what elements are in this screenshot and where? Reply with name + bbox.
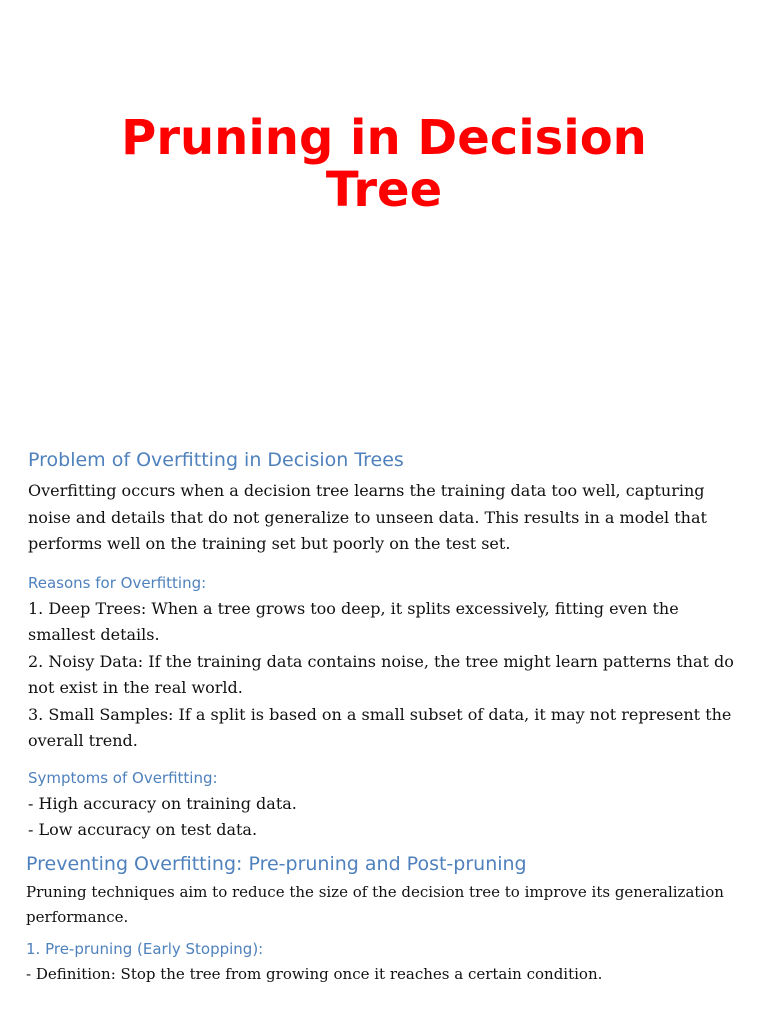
symptom-item-1: - High accuracy on training data. [28, 793, 297, 813]
reasons-heading: Reasons for Overfitting: [28, 573, 207, 592]
reason-item-1: 1. Deep Trees: When a tree grows too deep, it splits excessively, fitting even the smallest details. [28, 598, 679, 644]
page-title-line-1: Pruning in Decision [121, 110, 647, 166]
page-title-line-2: Tree [325, 162, 443, 218]
section-heading-preventing: Preventing Overfitting: Pre-pruning and Post-pruning [26, 852, 527, 875]
prepruning-item-1: - Definition: Stop the tree from growing once it reaches a certain condition. [26, 964, 603, 983]
overfitting-paragraph: Overfitting occurs when a decision tree learns the training data too well, capturing noise and details that do not generalize to unseen data. This results in a model that performs well on the training set but poorly on the test set. [28, 481, 707, 553]
reason-item-2: 2. Noisy Data: If the training data contains noise, the tree might learn patterns that do not exist in the real world. [28, 651, 734, 697]
page-title [0, 112, 768, 216]
symptoms-list [28, 791, 750, 844]
prepruning-heading: 1. Pre-pruning (Early Stopping): [26, 939, 264, 958]
reasons-list [28, 596, 750, 755]
symptoms-heading: Symptoms of Overfitting: [28, 768, 218, 787]
preventing-paragraph: Pruning techniques aim to reduce the size of the decision tree to improve its generalization performance. [26, 882, 724, 926]
title-block [0, 112, 768, 216]
document-body [28, 446, 750, 987]
reason-item-3: 3. Small Samples: If a split is based on a small subset of data, it may not represent the overall trend. [28, 704, 732, 750]
prepruning-list [26, 962, 750, 987]
section-heading-overfitting: Problem of Overfitting in Decision Trees [28, 449, 404, 471]
symptom-item-2: - Low accuracy on test data. [28, 820, 258, 839]
